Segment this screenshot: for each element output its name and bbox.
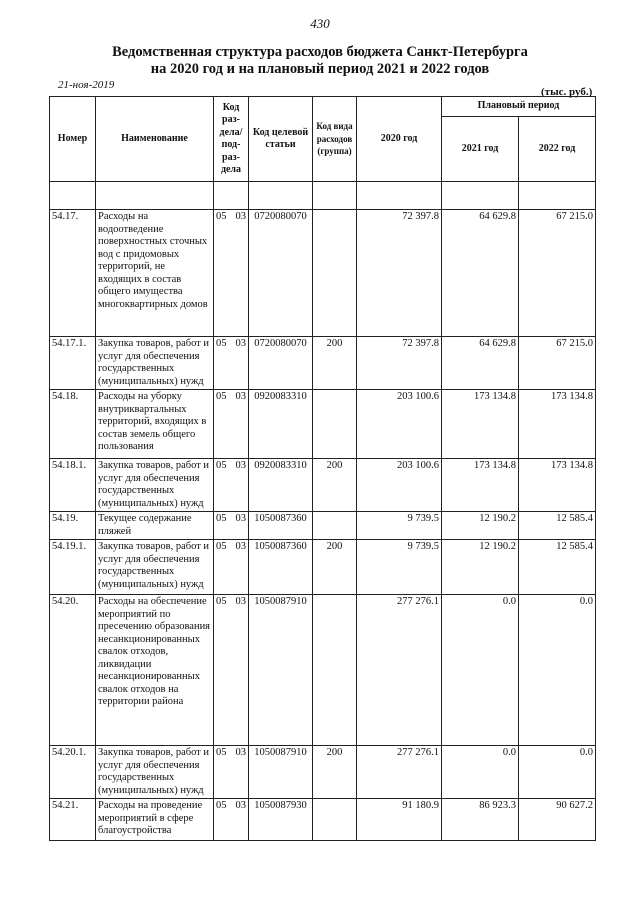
row-amount-2020: 9 739.5 bbox=[357, 540, 442, 595]
row-section-code bbox=[214, 210, 249, 337]
document-date: 21-ноя-2019 bbox=[58, 79, 115, 91]
row-amount-2022: 173 134.8 bbox=[519, 459, 596, 512]
header-number: Номер bbox=[50, 97, 96, 182]
title-line-1: Ведомственная структура расходов бюджета Санкт-Петербурга bbox=[112, 44, 528, 60]
row-amount-2020: 72 397.8 bbox=[357, 337, 442, 390]
row-number: 54.17. bbox=[50, 210, 96, 337]
section-code: 05 bbox=[216, 800, 227, 811]
row-amount-2020: 203 100.6 bbox=[357, 390, 442, 459]
row-type-code bbox=[313, 512, 357, 540]
row-amount-2020: 277 276.1 bbox=[357, 746, 442, 799]
row-type-code: 200 bbox=[313, 540, 357, 595]
row-type-code: 200 bbox=[313, 459, 357, 512]
row-number: 54.19. bbox=[50, 512, 96, 540]
row-name: Расходы на обеспечение мероприятий по пресечению образования несанкционированных свалок отходов, ликвидации несанкционированных свалок отходов на территории района bbox=[96, 595, 214, 746]
row-target-code: 1050087910 bbox=[249, 746, 313, 799]
header-spacer-row bbox=[50, 182, 596, 210]
row-amount-2022: 67 215.0 bbox=[519, 210, 596, 337]
row-amount-2022: 12 585.4 bbox=[519, 512, 596, 540]
row-target-code: 1050087910 bbox=[249, 595, 313, 746]
section-code: 05 bbox=[216, 338, 227, 349]
row-amount-2020: 203 100.6 bbox=[357, 459, 442, 512]
row-number: 54.20.1. bbox=[50, 746, 96, 799]
row-section-code bbox=[214, 540, 249, 595]
budget-table bbox=[49, 96, 596, 841]
row-name: Закупка товаров, работ и услуг для обеспечения государственных (муниципальных) нужд bbox=[96, 459, 214, 512]
header-name: Наименование bbox=[96, 97, 214, 182]
table-row bbox=[50, 337, 596, 390]
row-amount-2022: 0.0 bbox=[519, 746, 596, 799]
page-number: 430 bbox=[310, 16, 330, 31]
section-code: 05 bbox=[216, 211, 227, 222]
table-row bbox=[50, 746, 596, 799]
row-amount-2021: 86 923.3 bbox=[442, 799, 519, 841]
header-2020: 2020 год bbox=[357, 97, 442, 182]
row-target-code: 1050087930 bbox=[249, 799, 313, 841]
section-code: 05 bbox=[216, 513, 227, 524]
table-row bbox=[50, 459, 596, 512]
row-amount-2020: 91 180.9 bbox=[357, 799, 442, 841]
units-label: (тыс. руб.) bbox=[541, 86, 593, 98]
row-amount-2021: 64 629.8 bbox=[442, 210, 519, 337]
row-number: 54.17.1. bbox=[50, 337, 96, 390]
row-amount-2021: 0.0 bbox=[442, 746, 519, 799]
row-type-code bbox=[313, 390, 357, 459]
header-2022: 2022 год bbox=[519, 117, 596, 182]
row-name: Закупка товаров, работ и услуг для обеспечения государственных (муниципальных) нужд bbox=[96, 540, 214, 595]
row-section-code bbox=[214, 595, 249, 746]
subsection-code: 03 bbox=[235, 513, 246, 524]
row-name: Расходы на проведение мероприятий в сфере благоустройства bbox=[96, 799, 214, 841]
row-amount-2021: 64 629.8 bbox=[442, 337, 519, 390]
table-row bbox=[50, 799, 596, 841]
row-name: Расходы на уборку внутриквартальных территорий, входящих в состав земель общего пользования bbox=[96, 390, 214, 459]
row-amount-2020: 72 397.8 bbox=[357, 210, 442, 337]
row-section-code bbox=[214, 337, 249, 390]
header-target: Код целевой статьи bbox=[249, 97, 313, 182]
row-type-code: 200 bbox=[313, 746, 357, 799]
row-amount-2022: 173 134.8 bbox=[519, 390, 596, 459]
row-type-code bbox=[313, 210, 357, 337]
row-amount-2022: 67 215.0 bbox=[519, 337, 596, 390]
row-section-code bbox=[214, 799, 249, 841]
row-amount-2020: 9 739.5 bbox=[357, 512, 442, 540]
row-target-code: 0920083310 bbox=[249, 390, 313, 459]
row-number: 54.19.1. bbox=[50, 540, 96, 595]
section-code: 05 bbox=[216, 391, 227, 402]
row-type-code bbox=[313, 799, 357, 841]
row-amount-2022: 12 585.4 bbox=[519, 540, 596, 595]
subsection-code: 03 bbox=[235, 541, 246, 552]
row-target-code: 0720080070 bbox=[249, 210, 313, 337]
header-type: Код вида расходов (группа) bbox=[313, 97, 357, 182]
header-2021: 2021 год bbox=[442, 117, 519, 182]
table-row bbox=[50, 540, 596, 595]
row-amount-2021: 12 190.2 bbox=[442, 540, 519, 595]
subsection-code: 03 bbox=[235, 460, 246, 471]
row-type-code bbox=[313, 595, 357, 746]
row-section-code bbox=[214, 746, 249, 799]
row-name: Текущее содержание пляжей bbox=[96, 512, 214, 540]
row-section-code bbox=[214, 459, 249, 512]
subsection-code: 03 bbox=[235, 391, 246, 402]
section-code: 05 bbox=[216, 596, 227, 607]
subsection-code: 03 bbox=[235, 747, 246, 758]
table-row bbox=[50, 210, 596, 337]
row-amount-2022: 0.0 bbox=[519, 595, 596, 746]
row-name: Закупка товаров, работ и услуг для обеспечения государственных (муниципальных) нужд bbox=[96, 337, 214, 390]
row-amount-2021: 173 134.8 bbox=[442, 459, 519, 512]
row-section-code bbox=[214, 390, 249, 459]
row-type-code: 200 bbox=[313, 337, 357, 390]
row-name: Закупка товаров, работ и услуг для обеспечения государственных (муниципальных) нужд bbox=[96, 746, 214, 799]
section-code: 05 bbox=[216, 747, 227, 758]
subsection-code: 03 bbox=[235, 596, 246, 607]
table-row bbox=[50, 512, 596, 540]
subsection-code: 03 bbox=[235, 338, 246, 349]
table-row bbox=[50, 595, 596, 746]
row-number: 54.18.1. bbox=[50, 459, 96, 512]
row-target-code: 1050087360 bbox=[249, 512, 313, 540]
row-amount-2020: 277 276.1 bbox=[357, 595, 442, 746]
row-target-code: 0920083310 bbox=[249, 459, 313, 512]
header-planned: Плановый период bbox=[442, 97, 596, 117]
table-row bbox=[50, 390, 596, 459]
subsection-code: 03 bbox=[235, 800, 246, 811]
document-title bbox=[0, 44, 640, 78]
row-target-code: 1050087360 bbox=[249, 540, 313, 595]
title-line-2: на 2020 год и на плановый период 2021 и 2022 годов bbox=[150, 61, 490, 77]
row-amount-2021: 12 190.2 bbox=[442, 512, 519, 540]
row-number: 54.20. bbox=[50, 595, 96, 746]
row-number: 54.18. bbox=[50, 390, 96, 459]
subsection-code: 03 bbox=[235, 211, 246, 222]
row-name: Расходы на водоотведение поверхностных сточных вод с придомовых территорий, не входящих в состав общего имущества многоквартирных домов bbox=[96, 210, 214, 337]
section-code: 05 bbox=[216, 541, 227, 552]
row-amount-2022: 90 627.2 bbox=[519, 799, 596, 841]
header-section: Код раз-дела/ под-раз-дела bbox=[214, 97, 249, 182]
section-code: 05 bbox=[216, 460, 227, 471]
row-amount-2021: 173 134.8 bbox=[442, 390, 519, 459]
row-number: 54.21. bbox=[50, 799, 96, 841]
row-target-code: 0720080070 bbox=[249, 337, 313, 390]
row-amount-2021: 0.0 bbox=[442, 595, 519, 746]
row-section-code bbox=[214, 512, 249, 540]
